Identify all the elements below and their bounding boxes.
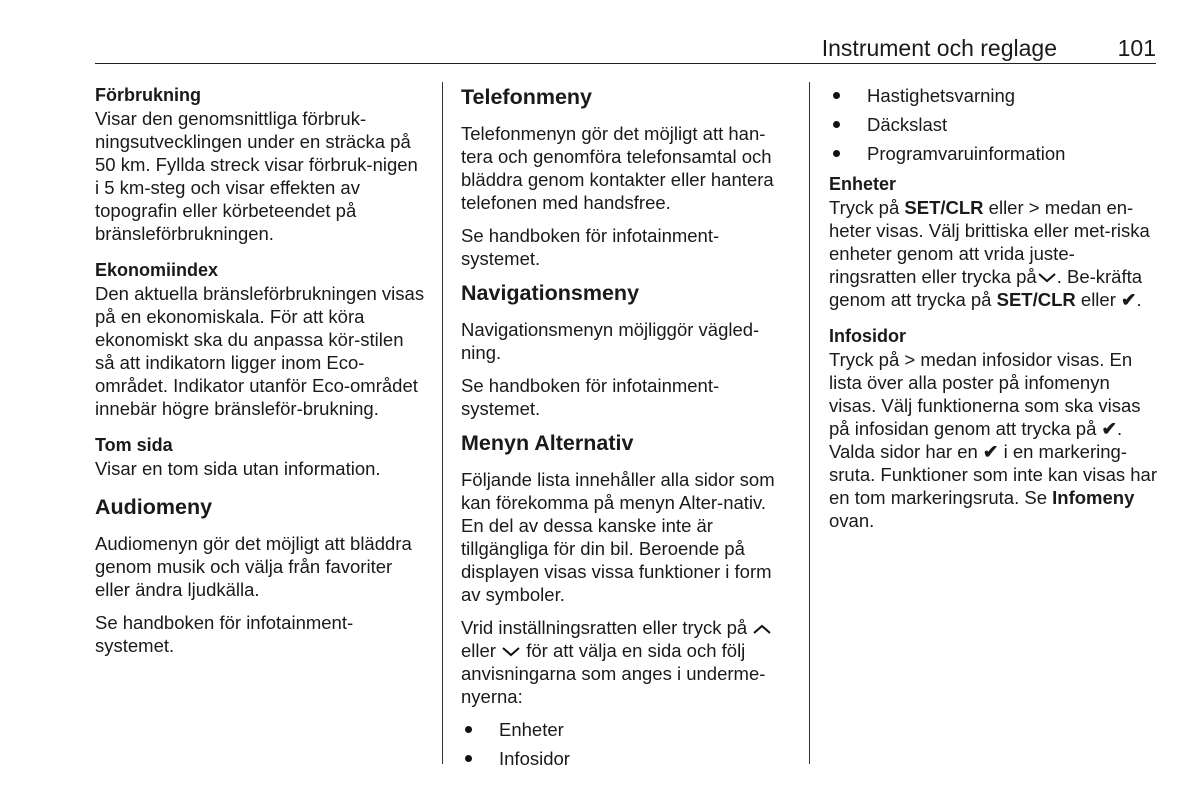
heading-menyn-alternativ: Menyn Alternativ [461, 431, 634, 455]
subheading-infosidor: Infosidor [829, 326, 906, 346]
chevron-up-icon [752, 623, 772, 635]
text-enheter [829, 196, 1159, 311]
text-fragment: . [1136, 289, 1142, 310]
text-navigationsmeny-ref: Se handboken för infotainment-systemet. [461, 375, 720, 419]
text-fragment: eller [1080, 289, 1116, 310]
column-1 [95, 84, 425, 667]
text-vrid-c: för att välja en sida och följ anvisningarna som anges i underme-nyerna: [461, 640, 766, 707]
bullet-icon [833, 150, 840, 157]
heading-navigationsmeny: Navigationsmeny [461, 281, 640, 305]
heading-audiomeny: Audiomeny [95, 495, 213, 519]
text-fragment: . [1117, 418, 1123, 439]
text-fragment: Valda sidor har en [829, 441, 978, 462]
subheading-forbrukning: Förbrukning [95, 85, 201, 105]
greater-than-icon: > [904, 349, 916, 370]
text-menyn-alternativ: Följande lista innehåller alla sidor som kan förekomma på menyn Alter-nativ. En del av dessa kanske inte är tillgängliga för din bil. Beroende på displayen visas vissa funktioner i form av symboler. [461, 469, 775, 605]
text-fragment: Tryck på [829, 197, 900, 218]
set-clr-label: SET/CLR [996, 289, 1076, 310]
section-tom-sida [95, 434, 425, 480]
list-item [461, 718, 791, 741]
text-vrid-instruction [461, 616, 791, 708]
text-audiomeny-ref: Se handboken för infotainment-systemet. [95, 612, 354, 656]
infomeny-reference: Infomeny [1052, 487, 1135, 508]
column-2 [461, 84, 791, 776]
column-divider-2 [809, 82, 810, 764]
heading-telefonmeny: Telefonmeny [461, 85, 593, 109]
chevron-down-icon [501, 646, 521, 658]
text-fragment: medan infosidor visas. En lista över alla poster på infomenyn visas. Välj funktionerna som ska visas på infosidan genom att trycka på [829, 349, 1141, 439]
list-item-label: Enheter [499, 719, 564, 740]
column-divider-1 [442, 82, 443, 764]
checkmark-icon: ✔ [982, 441, 999, 462]
section-enheter [829, 173, 1159, 311]
list-item [829, 84, 1159, 107]
text-infosidor [829, 348, 1159, 532]
text-audiomeny: Audiomenyn gör det möjligt att bläddra genom musik och välja från favoriter eller ändra ljudkälla. [95, 533, 412, 600]
text-fragment: i en markering-sruta. Funktioner som inte kan visas har en tom markeringsruta. Se [829, 441, 1158, 508]
checkmark-icon: ✔ [1101, 418, 1118, 439]
section-infosidor [829, 325, 1159, 532]
text-fragment: medan en-heter visas. Välj brittiska eller met-riska enheter genom att vrida juste-ringsratten eller trycka på [829, 197, 1150, 287]
subheading-tom-sida: Tom sida [95, 435, 173, 455]
page-number: 101 [1117, 35, 1156, 61]
text-fragment: eller [988, 197, 1024, 218]
list-item [829, 142, 1159, 165]
checkmark-icon: ✔ [1121, 289, 1137, 310]
bullet-icon [833, 121, 840, 128]
text-telefonmeny-ref: Se handboken för infotainment-systemet. [461, 225, 720, 269]
chevron-down-icon [1037, 272, 1057, 284]
list-item [461, 747, 791, 770]
text-vrid-a: Vrid inställningsratten eller tryck på [461, 617, 748, 638]
options-list [461, 718, 791, 770]
list-item-label: Hastighetsvarning [867, 85, 1016, 106]
text-vrid-b: eller [461, 640, 496, 661]
section-forbrukning [95, 84, 425, 245]
text-ekonomiindex: Den aktuella bränsleförbrukningen visas på en ekonomiskala. För att köra ekonomiskt ska du anpassa kör-stilen så att indikatorn ligger inom Eco-området. Indikator utanför Eco-området innebär högre bränsleför-brukning. [95, 283, 425, 419]
column-3 [829, 84, 1159, 546]
text-fragment: ovan. [829, 510, 875, 531]
text-forbrukning: Visar den genomsnittliga förbruk-ningsutvecklingen under en sträcka på 50 km. Fyllda streck visar förbruk-nigen i 5 km-steg och visar effekten av topografin eller körbeteendet på bränsleförbrukningen. [95, 108, 418, 244]
subheading-ekonomiindex: Ekonomiindex [95, 260, 219, 280]
options-list-continued [829, 84, 1159, 165]
bullet-icon [465, 726, 472, 733]
subheading-enheter: Enheter [829, 174, 897, 194]
list-item-label: Programvaruinformation [867, 143, 1066, 164]
text-fragment: . Be-kräfta genom att trycka på [829, 266, 1143, 310]
chapter-title: Instrument och reglage [821, 35, 1057, 61]
list-item-label: Infosidor [499, 748, 570, 769]
text-fragment: Tryck på [829, 349, 900, 370]
header-rule [95, 63, 1156, 64]
greater-than-icon: > [1028, 197, 1040, 218]
list-item [829, 113, 1159, 136]
bullet-icon [465, 755, 472, 762]
bullet-icon [833, 92, 840, 99]
text-telefonmeny: Telefonmenyn gör det möjligt att han-tera och genomföra telefonsamtal och bläddra genom kontakter eller hantera telefonen med handsfree. [461, 123, 774, 213]
list-item-label: Däckslast [867, 114, 948, 135]
set-clr-label: SET/CLR [904, 197, 984, 218]
text-navigationsmeny: Navigationsmenyn möjliggör vägled-ning. [461, 319, 760, 363]
text-tom-sida: Visar en tom sida utan information. [95, 458, 381, 479]
section-ekonomiindex [95, 259, 425, 420]
